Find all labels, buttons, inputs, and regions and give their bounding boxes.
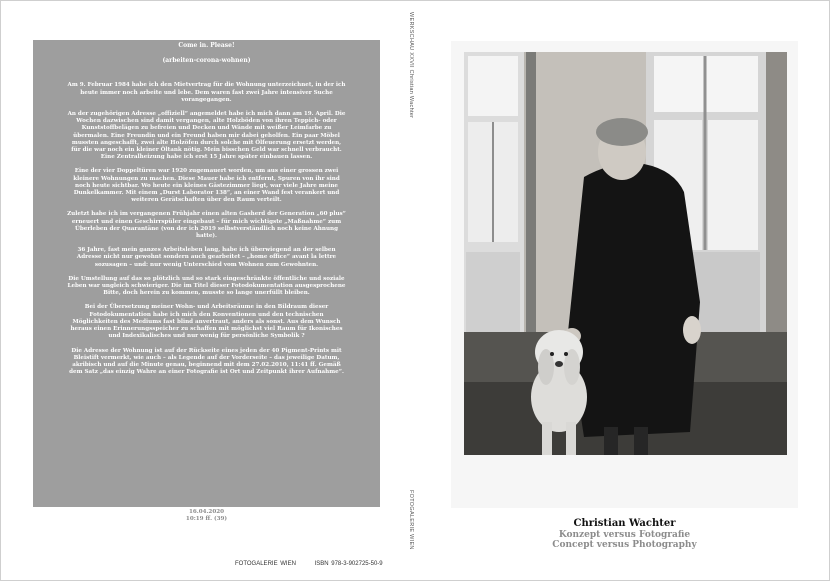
footer-publisher: FOTOGALERIE WIEN	[235, 561, 296, 567]
back-cover-paragraph: Die Adresse der Wohnung ist auf der Rückseite eines jeden der 40 Pigment-Prints mit Bleistift vermerkt, wie auch – als Legende auf der Vorderseite – das jeweilige Datum, akribisch und auf die Minute genau, beginnend mit dem 27.02.2010, 11:41 ff. Gemäß dem Satz „das einzig Wahre an einer Fotografie ist Ort und Zeitpunkt ihrer Aufnahme“.	[69, 347, 344, 376]
back-cover-paragraph: 36 Jahre, fast mein ganzes Arbeitsleben lang, habe ich überwiegend an der selben Adresse nicht nur gewohnt sondern auch gearbeitet – „home office“ avant la lettre sozusagen – und: nur wenig Unterschied vom Wohnen zum Gewohnten.	[76, 247, 337, 268]
front-cover-title-block	[451, 518, 798, 550]
spine-publisher: FOTOGALERIE WIEN	[408, 490, 414, 550]
spine-top	[408, 12, 424, 142]
back-cover-paragraph: Zuletzt habe ich im vergangenen Frühjahr einen alten Gasherd der Generation „60 plus“ erneuert und einen Geschirrspüler eingebaut – für mich wichtigste „Maßnahme“ zum Überleben der Quarantäne (von der ich 2019 selbstverständlich noch keine Ahnung hatte).	[67, 211, 346, 240]
spine-bottom	[408, 490, 424, 570]
cover-photograph	[464, 52, 787, 455]
title-german: Konzept versus Fotografie	[558, 530, 691, 540]
title-english: Concept versus Photography	[552, 540, 697, 550]
author-name: Christian Wachter	[573, 518, 676, 529]
spine-series-author: WERKSCHAU XXVII Christian Wachter	[408, 12, 414, 119]
back-cover-subtitle: (arbeiten-corona-wohnen)	[162, 57, 251, 65]
cover-photo-image	[464, 52, 787, 455]
back-cover-paragraph: An der zugehörigen Adresse „offiziell“ angemeldet habe ich mich dann am 19. April. Die Wochen dazwischen sind damit vergangen, alte Holzböden von ihren Teppich- oder Kunststoffbelägen zu befreien und Decken und Wände mit weißer Leimfarbe zu übermalen. Eine Freundin und ein Freund haben mir dabei geholfen. Ein paar Möbel mussten angeschafft, zwei alte Holzöfen durch solche mit Ölfeuerung ersetzt werden, für die war noch ein kleiner Öltank nötig. Mein bisschen Geld war schnell verbraucht. Eine Zentralheizung habe ich erst 15 Jahre später einbauen lassen.	[67, 111, 346, 161]
back-cover-paragraph: Die Umstellung auf das so plötzlich und so stark eingeschränkte öffentliche und soziale Leben war ungleich schwieriger. Die im Titel dieser Fotodokumentation ausgesprochene Bitte, doch herein zu kommen, musste so lange unerfüllt bleiben.	[67, 275, 346, 297]
back-cover-paragraph: Eine der vier Doppeltüren war 1920 zugemauert worden, um aus einer grossen zwei kleinere Wohnungen zu machen. Diese Mauer habe ich entfernt, Spuren von ihr sind noch heute sichtbar. Wo heute ein kleines Gästezimmer liegt, war viele Jahre meine Dunkelkammer. Mit einem „Durst Laborator 138“, an einer Wand fest verankert und weiteren Gerätschaften über den Raum verteilt.	[73, 168, 340, 204]
back-cover-date	[33, 509, 380, 522]
back-cover-text-block	[33, 40, 380, 507]
back-cover-paragraph: Am 9. Februar 1984 habe ich den Mietvertrag für die Wohnung unterzeichnet, in der ich heute immer noch arbeite und lebe. Dem waren fast zwei Jahre intensiver Suche vorangegangen.	[67, 82, 346, 103]
time-line: 10:19 ff. (39)	[185, 515, 228, 522]
date-line: 16.04.2020	[188, 509, 225, 515]
footer-line	[235, 561, 399, 567]
back-cover-paragraph: Bei der Übersetzung meiner Wohn- und Arbeitsräume in den Bildraum dieser Fotodokumentation habe ich mich den Konventionen und den technischen Möglichkeiten des Mediums fast blind anvertraut, anders als sonst. Aus dem Wunsch heraus einen Erinnerungsspeicher zu schaffen mit möglichst viel Raum für Ikonisches und Indexikalisches und nur wenig für persönliche Symbolik ?	[70, 304, 343, 340]
footer-isbn: ISBN 978-3-902725-50-9	[314, 561, 383, 567]
back-cover-title: Come in. Please!	[178, 42, 235, 49]
